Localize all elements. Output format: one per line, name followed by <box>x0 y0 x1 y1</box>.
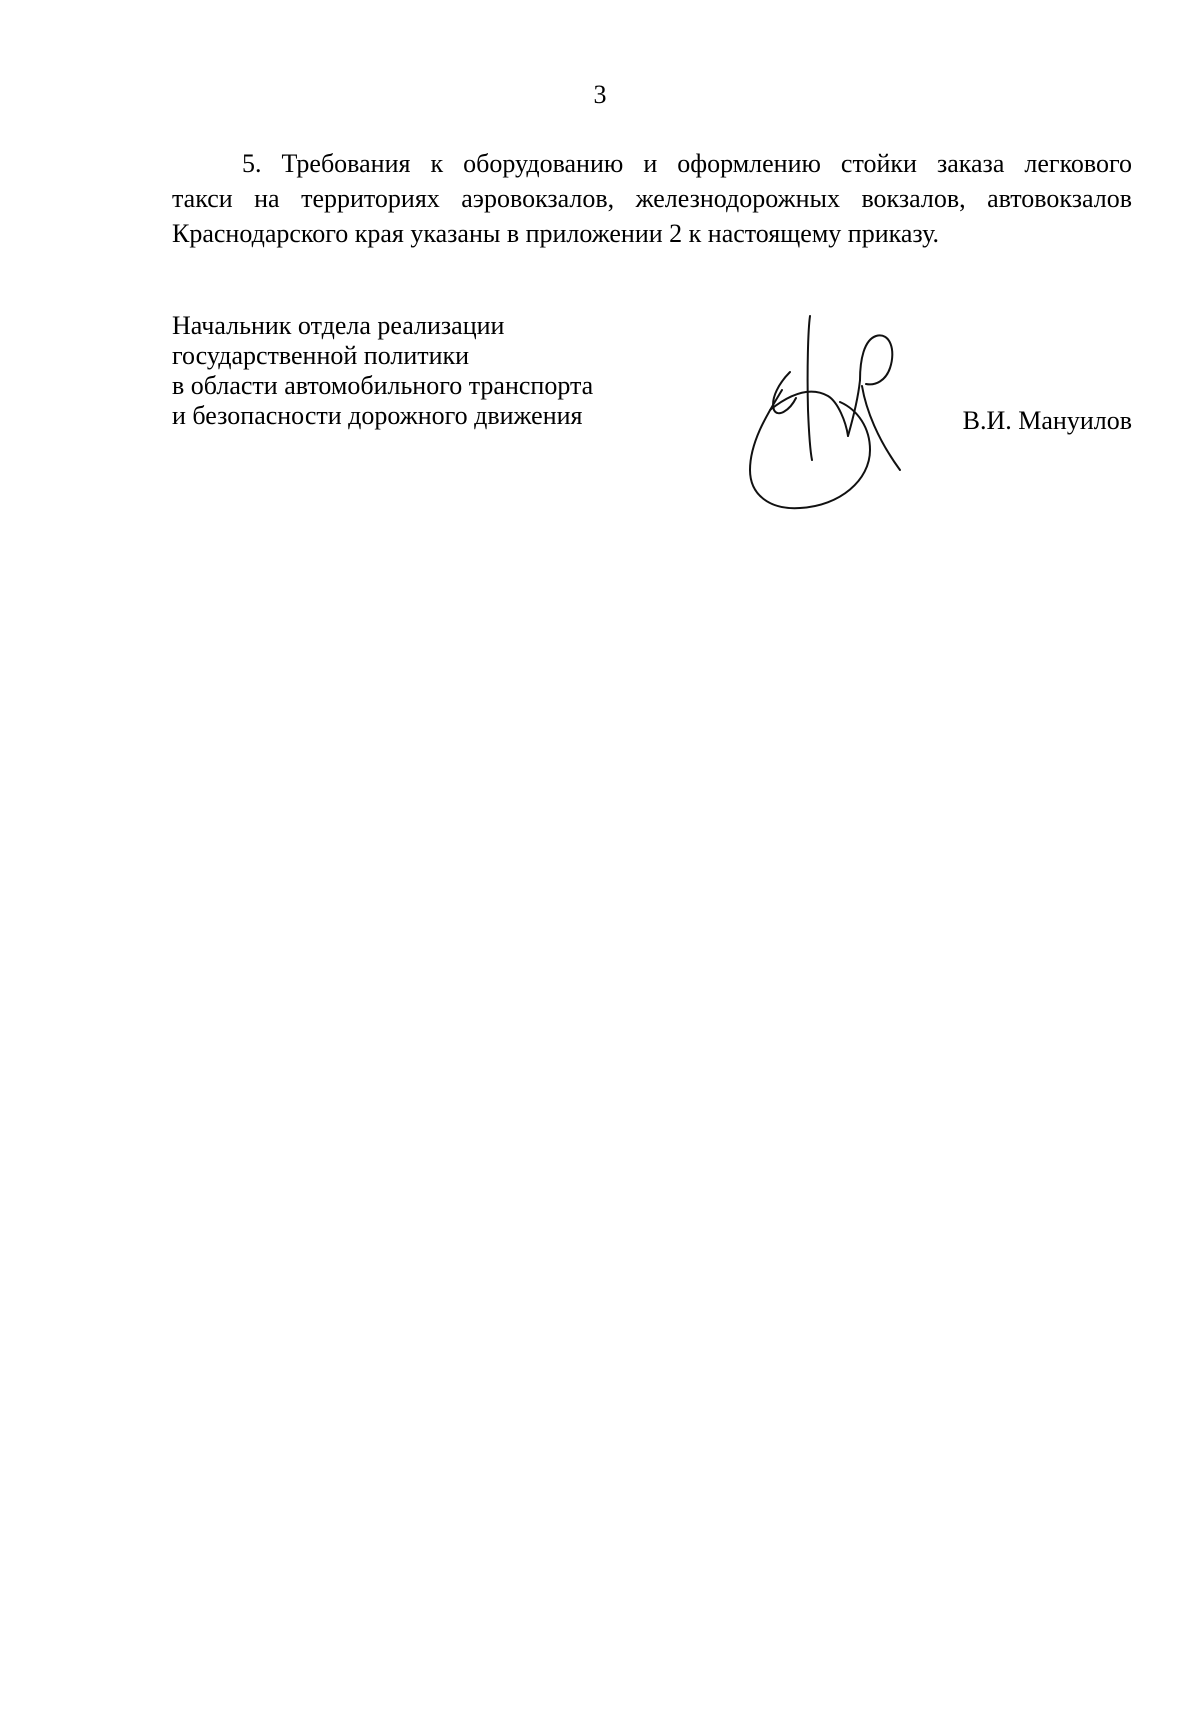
signatory-title-line: Начальник отдела реализации <box>172 311 505 340</box>
handwritten-signature <box>730 310 910 530</box>
paragraph-line: Краснодарского края указаны в приложении 2 к настоящему приказу. <box>172 219 940 248</box>
signatory-title-line: государственной политики <box>172 341 470 370</box>
signatory-title <box>172 311 652 431</box>
signer-name: В.И. Мануилов <box>962 406 1132 435</box>
signatory-title-line: и безопасности дорожного движения <box>172 401 583 430</box>
paragraph-line: 5. Требования к оборудованию и оформлению стойки заказа легкового <box>242 149 1132 178</box>
page-number: 3 <box>593 80 607 109</box>
signatory-title-line: в области автомобильного транспорта <box>172 371 594 400</box>
body-paragraph <box>172 146 1132 251</box>
paragraph-line: такси на территориях аэровокзалов, железнодорожных вокзалов, автовокзалов <box>172 184 1132 213</box>
